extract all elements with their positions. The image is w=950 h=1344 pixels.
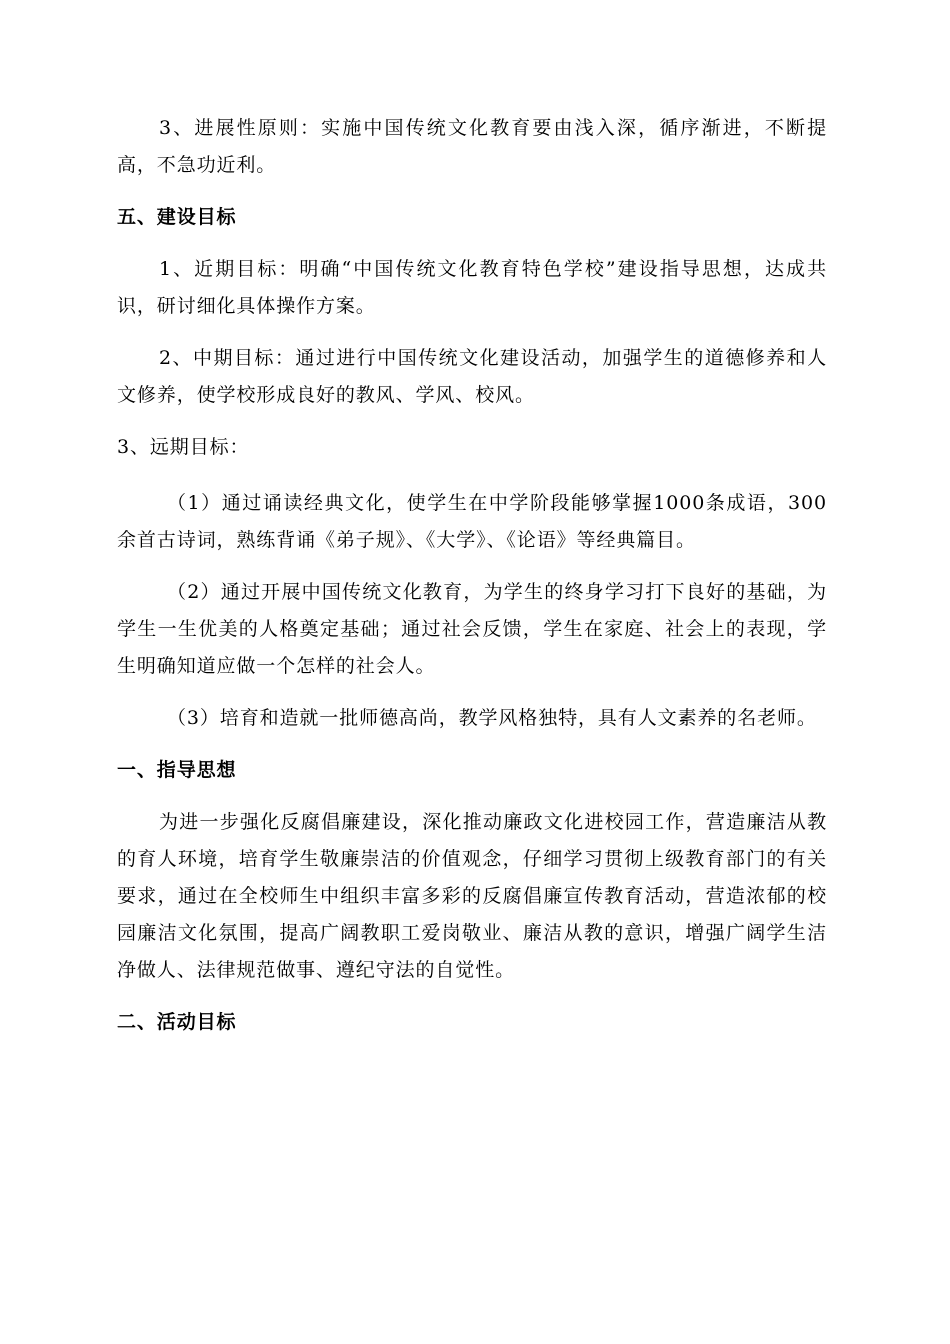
paragraph-progressive-principle: 3、进展性原则：实施中国传统文化教育要由浅入深，循序渐进，不断提高，不急功近利。	[117, 117, 827, 176]
paragraph-guiding-ideology-body: 为进一步强化反腐倡廉建设，深化推动廉政文化进校园工作，营造廉洁从教的育人环境，培育学生敬廉崇洁的价值观念，仔细学习贯彻上级教育部门的有关要求，通过在全校师生中组织丰富多彩的反腐倡廉宣传教育活动，营造浓郁的校园廉洁文化氛围，提高广阔教职工爱岗敬业、廉洁从教的意识，增强广阔学生洁净做人、法律规范做事、遵纪守法的自觉性。	[117, 811, 827, 981]
paragraph-short-term-goal: 1、近期目标：明确“中国传统文化教育特色学校”建设指导思想，达成共识，研讨细化具体操作方案。	[117, 258, 827, 317]
paragraph-long-term-item-1: （1）通过诵读经典文化，使学生在中学阶段能够掌握1000条成语，300余首古诗词，熟练背诵《弟子规》、《大学》、《论语》等经典篇目。	[117, 492, 827, 551]
document-page	[117, 110, 827, 1041]
paragraph-long-term-item-3: （3）培育和造就一批师德高尚，教学风格独特，具有人文素养的名老师。	[167, 707, 817, 729]
heading-activity-goals: 二、活动目标	[117, 1011, 237, 1033]
heading-construction-goals: 五、建设目标	[117, 206, 237, 228]
paragraph-long-term-item-2: （2）通过开展中国传统文化教育，为学生的终身学习打下良好的基础，为学生一生优美的人格奠定基础；通过社会反馈，学生在家庭、社会上的表现，学生明确知道应做一个怎样的社会人。	[117, 581, 827, 677]
paragraph-mid-term-goal: 2、中期目标：通过进行中国传统文化建设活动，加强学生的道德修养和人文修养，使学校形成良好的教风、学风、校风。	[117, 347, 827, 406]
heading-guiding-ideology: 一、指导思想	[117, 759, 237, 781]
paragraph-long-term-goal-label: 3、远期目标：	[117, 436, 250, 458]
